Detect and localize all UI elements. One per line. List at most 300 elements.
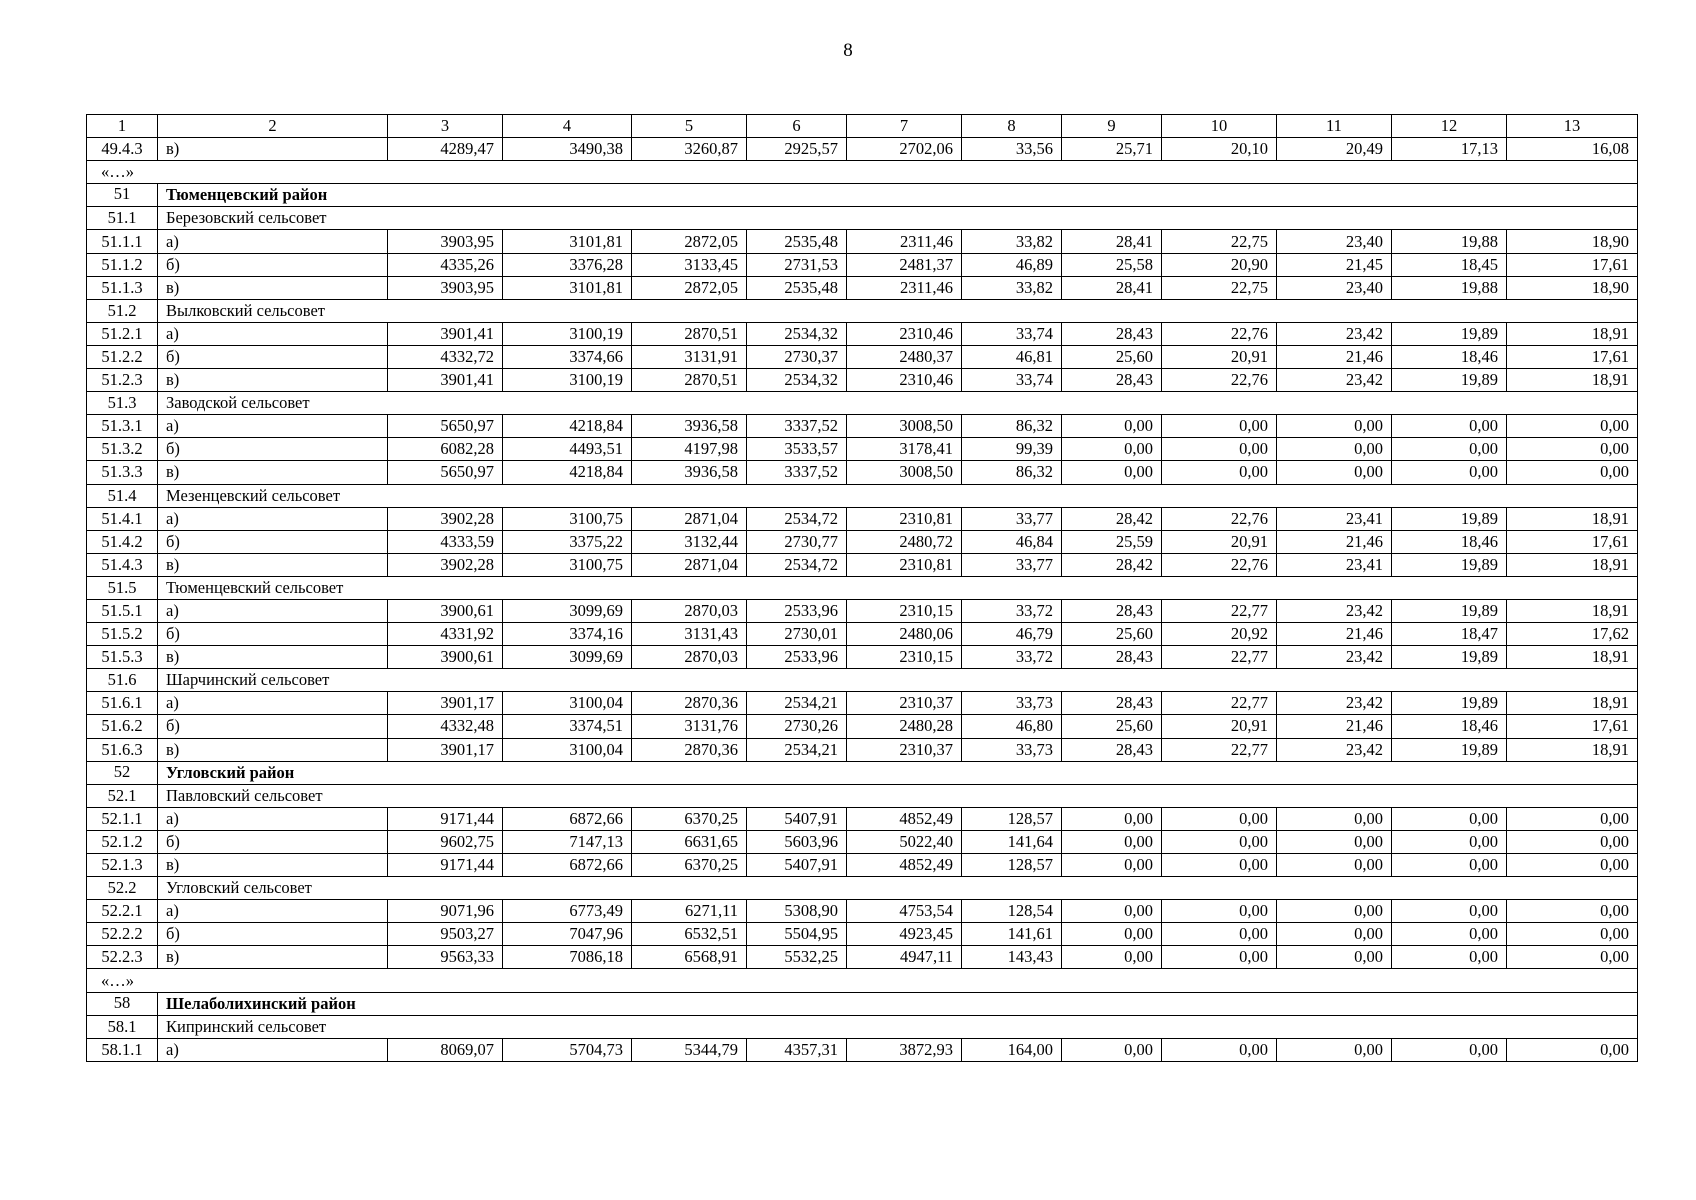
value-cell: 2872,05 [632, 230, 747, 253]
row-option: а) [158, 415, 388, 438]
value-cell: 0,00 [1507, 830, 1638, 853]
value-cell: 0,00 [1162, 438, 1277, 461]
value-cell: 6773,49 [503, 900, 632, 923]
value-cell: 20,91 [1162, 530, 1277, 553]
column-header: 11 [1277, 115, 1392, 138]
value-cell: 22,77 [1162, 646, 1277, 669]
row-number: 51.1.1 [87, 230, 158, 253]
value-cell: 3337,52 [747, 415, 847, 438]
value-cell: 21,46 [1277, 530, 1392, 553]
value-cell: 21,46 [1277, 345, 1392, 368]
value-cell: 141,64 [962, 830, 1062, 853]
value-cell: 4218,84 [503, 415, 632, 438]
value-cell: 2533,96 [747, 646, 847, 669]
value-cell: 0,00 [1277, 807, 1392, 830]
table-row [87, 369, 1638, 392]
row-number: 52.2.3 [87, 946, 158, 969]
value-cell: 18,46 [1392, 715, 1507, 738]
column-header: 1 [87, 115, 158, 138]
value-cell: 21,46 [1277, 623, 1392, 646]
value-cell: 0,00 [1162, 900, 1277, 923]
value-cell: 46,80 [962, 715, 1062, 738]
value-cell: 18,91 [1507, 692, 1638, 715]
value-cell: 2730,37 [747, 345, 847, 368]
omission-row [87, 969, 1638, 992]
row-option: в) [158, 946, 388, 969]
value-cell: 22,76 [1162, 507, 1277, 530]
value-cell: 2870,03 [632, 646, 747, 669]
row-option: б) [158, 345, 388, 368]
column-header: 8 [962, 115, 1062, 138]
table-row [87, 946, 1638, 969]
value-cell: 3132,44 [632, 530, 747, 553]
value-cell: 4753,54 [847, 900, 962, 923]
district-row [87, 992, 1638, 1015]
value-cell: 33,72 [962, 646, 1062, 669]
row-option: а) [158, 230, 388, 253]
row-option: в) [158, 553, 388, 576]
table-row [87, 900, 1638, 923]
row-option: б) [158, 830, 388, 853]
value-cell: 18,91 [1507, 553, 1638, 576]
value-cell: 2534,72 [747, 507, 847, 530]
value-cell: 3131,91 [632, 345, 747, 368]
value-cell: 5308,90 [747, 900, 847, 923]
council-name: Павловский сельсовет [158, 784, 1638, 807]
row-number: 51.5 [87, 576, 158, 599]
value-cell: 28,43 [1062, 599, 1162, 622]
column-header: 6 [747, 115, 847, 138]
value-cell: 33,73 [962, 692, 1062, 715]
value-cell: 19,89 [1392, 369, 1507, 392]
header-row [87, 115, 1638, 138]
district-row [87, 761, 1638, 784]
row-number: 51.2.2 [87, 345, 158, 368]
column-header: 3 [388, 115, 503, 138]
value-cell: 2730,01 [747, 623, 847, 646]
table-row [87, 253, 1638, 276]
value-cell: 25,60 [1062, 623, 1162, 646]
value-cell: 22,75 [1162, 276, 1277, 299]
row-option: б) [158, 438, 388, 461]
value-cell: 0,00 [1507, 415, 1638, 438]
value-cell: 22,77 [1162, 738, 1277, 761]
row-number: 51.5.2 [87, 623, 158, 646]
value-cell: 2870,03 [632, 599, 747, 622]
row-option: б) [158, 530, 388, 553]
value-cell: 4357,31 [747, 1038, 847, 1061]
value-cell: 23,41 [1277, 553, 1392, 576]
value-cell: 0,00 [1062, 438, 1162, 461]
row-option: в) [158, 369, 388, 392]
value-cell: 0,00 [1277, 438, 1392, 461]
value-cell: 86,32 [962, 461, 1062, 484]
value-cell: 22,76 [1162, 369, 1277, 392]
row-number: 58.1 [87, 1015, 158, 1038]
row-option: в) [158, 738, 388, 761]
value-cell: 2311,46 [847, 276, 962, 299]
row-number: 51.1.2 [87, 253, 158, 276]
value-cell: 0,00 [1162, 461, 1277, 484]
table-row [87, 138, 1638, 161]
value-cell: 0,00 [1277, 461, 1392, 484]
value-cell: 2535,48 [747, 276, 847, 299]
column-header: 12 [1392, 115, 1507, 138]
column-header: 2 [158, 115, 388, 138]
value-cell: 0,00 [1507, 438, 1638, 461]
value-cell: 2480,28 [847, 715, 962, 738]
row-option: б) [158, 923, 388, 946]
value-cell: 2534,72 [747, 553, 847, 576]
row-option: а) [158, 322, 388, 345]
value-cell: 6532,51 [632, 923, 747, 946]
value-cell: 33,77 [962, 553, 1062, 576]
value-cell: 7047,96 [503, 923, 632, 946]
value-cell: 7086,18 [503, 946, 632, 969]
table-row [87, 830, 1638, 853]
value-cell: 86,32 [962, 415, 1062, 438]
value-cell: 0,00 [1162, 1038, 1277, 1061]
value-cell: 3901,17 [388, 692, 503, 715]
value-cell: 9563,33 [388, 946, 503, 969]
omission-row [87, 161, 1638, 184]
value-cell: 17,62 [1507, 623, 1638, 646]
value-cell: 2534,21 [747, 738, 847, 761]
value-cell: 18,91 [1507, 646, 1638, 669]
value-cell: 3936,58 [632, 415, 747, 438]
row-option: а) [158, 507, 388, 530]
value-cell: 25,71 [1062, 138, 1162, 161]
value-cell: 2310,81 [847, 553, 962, 576]
omission-mark: «…» [87, 161, 1638, 184]
council-row [87, 784, 1638, 807]
value-cell: 2702,06 [847, 138, 962, 161]
table-row [87, 438, 1638, 461]
value-cell: 46,81 [962, 345, 1062, 368]
value-cell: 25,60 [1062, 345, 1162, 368]
value-cell: 22,77 [1162, 599, 1277, 622]
column-header: 9 [1062, 115, 1162, 138]
row-number: 52.1.3 [87, 854, 158, 877]
value-cell: 3900,61 [388, 599, 503, 622]
value-cell: 46,84 [962, 530, 1062, 553]
row-number: 52.2 [87, 877, 158, 900]
value-cell: 3901,17 [388, 738, 503, 761]
value-cell: 141,61 [962, 923, 1062, 946]
value-cell: 6370,25 [632, 807, 747, 830]
row-number: 51.1.3 [87, 276, 158, 299]
value-cell: 2310,46 [847, 369, 962, 392]
value-cell: 0,00 [1062, 854, 1162, 877]
value-cell: 17,61 [1507, 345, 1638, 368]
value-cell: 3100,75 [503, 507, 632, 530]
value-cell: 33,72 [962, 599, 1062, 622]
value-cell: 33,74 [962, 369, 1062, 392]
value-cell: 4332,72 [388, 345, 503, 368]
value-cell: 0,00 [1062, 830, 1162, 853]
value-cell: 25,59 [1062, 530, 1162, 553]
column-header: 5 [632, 115, 747, 138]
value-cell: 5022,40 [847, 830, 962, 853]
table-row [87, 345, 1638, 368]
council-row [87, 484, 1638, 507]
council-row [87, 1015, 1638, 1038]
value-cell: 6370,25 [632, 854, 747, 877]
value-cell: 0,00 [1507, 1038, 1638, 1061]
row-number: 51.3.2 [87, 438, 158, 461]
value-cell: 3374,66 [503, 345, 632, 368]
value-cell: 5504,95 [747, 923, 847, 946]
value-cell: 0,00 [1507, 923, 1638, 946]
row-number: 51.6.2 [87, 715, 158, 738]
value-cell: 18,91 [1507, 369, 1638, 392]
table-row [87, 854, 1638, 877]
district-name: Тюменцевский район [158, 184, 1638, 207]
value-cell: 28,42 [1062, 507, 1162, 530]
council-row [87, 299, 1638, 322]
council-name: Вылковский сельсовет [158, 299, 1638, 322]
value-cell: 3101,81 [503, 276, 632, 299]
row-number: 52.2.2 [87, 923, 158, 946]
value-cell: 0,00 [1392, 461, 1507, 484]
value-cell: 3133,45 [632, 253, 747, 276]
value-cell: 3008,50 [847, 461, 962, 484]
value-cell: 3375,22 [503, 530, 632, 553]
value-cell: 0,00 [1277, 830, 1392, 853]
value-cell: 46,89 [962, 253, 1062, 276]
council-row [87, 392, 1638, 415]
value-cell: 3901,41 [388, 369, 503, 392]
value-cell: 18,90 [1507, 230, 1638, 253]
value-cell: 2870,36 [632, 692, 747, 715]
row-number: 51.2 [87, 299, 158, 322]
value-cell: 0,00 [1277, 946, 1392, 969]
value-cell: 46,79 [962, 623, 1062, 646]
row-number: 58 [87, 992, 158, 1015]
value-cell: 19,89 [1392, 738, 1507, 761]
value-cell: 28,42 [1062, 553, 1162, 576]
value-cell: 2534,21 [747, 692, 847, 715]
value-cell: 0,00 [1392, 946, 1507, 969]
value-cell: 3902,28 [388, 507, 503, 530]
table-row [87, 1038, 1638, 1061]
table-row [87, 692, 1638, 715]
value-cell: 33,82 [962, 276, 1062, 299]
district-row [87, 184, 1638, 207]
value-cell: 20,91 [1162, 345, 1277, 368]
value-cell: 2310,37 [847, 692, 962, 715]
value-cell: 4289,47 [388, 138, 503, 161]
council-row [87, 669, 1638, 692]
table-row [87, 461, 1638, 484]
value-cell: 128,57 [962, 854, 1062, 877]
value-cell: 28,43 [1062, 369, 1162, 392]
row-number: 51.3.3 [87, 461, 158, 484]
value-cell: 2480,72 [847, 530, 962, 553]
row-number: 51 [87, 184, 158, 207]
page-number: 8 [843, 40, 853, 61]
value-cell: 2310,46 [847, 322, 962, 345]
value-cell: 17,61 [1507, 253, 1638, 276]
value-cell: 3099,69 [503, 599, 632, 622]
value-cell: 23,42 [1277, 322, 1392, 345]
row-option: а) [158, 807, 388, 830]
value-cell: 2480,06 [847, 623, 962, 646]
row-option: б) [158, 623, 388, 646]
value-cell: 21,45 [1277, 253, 1392, 276]
value-cell: 0,00 [1062, 900, 1162, 923]
row-number: 51.5.3 [87, 646, 158, 669]
value-cell: 25,58 [1062, 253, 1162, 276]
value-cell: 99,39 [962, 438, 1062, 461]
value-cell: 0,00 [1277, 415, 1392, 438]
value-cell: 17,13 [1392, 138, 1507, 161]
value-cell: 19,89 [1392, 507, 1507, 530]
value-cell: 21,46 [1277, 715, 1392, 738]
row-number: 51.4.1 [87, 507, 158, 530]
row-option: а) [158, 1038, 388, 1061]
value-cell: 19,89 [1392, 599, 1507, 622]
row-number: 51.4.2 [87, 530, 158, 553]
value-cell: 9503,27 [388, 923, 503, 946]
value-cell: 3374,16 [503, 623, 632, 646]
value-cell: 20,90 [1162, 253, 1277, 276]
value-cell: 22,76 [1162, 553, 1277, 576]
value-cell: 25,60 [1062, 715, 1162, 738]
value-cell: 2870,51 [632, 369, 747, 392]
value-cell: 3100,75 [503, 553, 632, 576]
value-cell: 4852,49 [847, 854, 962, 877]
value-cell: 18,46 [1392, 530, 1507, 553]
column-header: 7 [847, 115, 962, 138]
row-number: 52.1.2 [87, 830, 158, 853]
value-cell: 9071,96 [388, 900, 503, 923]
value-cell: 18,46 [1392, 345, 1507, 368]
value-cell: 2310,15 [847, 599, 962, 622]
value-cell: 3008,50 [847, 415, 962, 438]
value-cell: 28,43 [1062, 692, 1162, 715]
value-cell: 0,00 [1162, 807, 1277, 830]
value-cell: 19,88 [1392, 276, 1507, 299]
value-cell: 6872,66 [503, 854, 632, 877]
value-cell: 23,42 [1277, 599, 1392, 622]
value-cell: 128,57 [962, 807, 1062, 830]
value-cell: 28,43 [1062, 646, 1162, 669]
value-cell: 0,00 [1162, 830, 1277, 853]
value-cell: 0,00 [1162, 415, 1277, 438]
value-cell: 0,00 [1392, 807, 1507, 830]
value-cell: 4947,11 [847, 946, 962, 969]
value-cell: 6271,11 [632, 900, 747, 923]
council-name: Угловский сельсовет [158, 877, 1638, 900]
value-cell: 22,75 [1162, 230, 1277, 253]
value-cell: 9171,44 [388, 807, 503, 830]
value-cell: 0,00 [1162, 946, 1277, 969]
row-number: 51.5.1 [87, 599, 158, 622]
value-cell: 33,56 [962, 138, 1062, 161]
row-number: 51.3 [87, 392, 158, 415]
value-cell: 0,00 [1062, 1038, 1162, 1061]
value-cell: 5344,79 [632, 1038, 747, 1061]
value-cell: 22,77 [1162, 692, 1277, 715]
value-cell: 2535,48 [747, 230, 847, 253]
row-option: в) [158, 276, 388, 299]
value-cell: 0,00 [1507, 900, 1638, 923]
row-number: 58.1.1 [87, 1038, 158, 1061]
value-cell: 16,08 [1507, 138, 1638, 161]
value-cell: 3902,28 [388, 553, 503, 576]
row-option: б) [158, 253, 388, 276]
value-cell: 18,90 [1507, 276, 1638, 299]
value-cell: 4197,98 [632, 438, 747, 461]
value-cell: 8069,07 [388, 1038, 503, 1061]
value-cell: 2534,32 [747, 322, 847, 345]
value-cell: 3903,95 [388, 276, 503, 299]
value-cell: 20,91 [1162, 715, 1277, 738]
value-cell: 0,00 [1277, 923, 1392, 946]
value-cell: 19,89 [1392, 553, 1507, 576]
value-cell: 0,00 [1507, 461, 1638, 484]
value-cell: 4333,59 [388, 530, 503, 553]
value-cell: 5650,97 [388, 461, 503, 484]
row-number: 52.1 [87, 784, 158, 807]
row-number: 51.4 [87, 484, 158, 507]
value-cell: 0,00 [1277, 900, 1392, 923]
value-cell: 0,00 [1392, 923, 1507, 946]
value-cell: 0,00 [1062, 946, 1162, 969]
council-row [87, 877, 1638, 900]
row-option: а) [158, 599, 388, 622]
value-cell: 2871,04 [632, 507, 747, 530]
value-cell: 19,89 [1392, 322, 1507, 345]
value-cell: 4331,92 [388, 623, 503, 646]
value-cell: 18,45 [1392, 253, 1507, 276]
value-cell: 4332,48 [388, 715, 503, 738]
table-row [87, 923, 1638, 946]
value-cell: 19,88 [1392, 230, 1507, 253]
council-name: Березовский сельсовет [158, 207, 1638, 230]
value-cell: 2534,32 [747, 369, 847, 392]
row-number: 51.4.3 [87, 553, 158, 576]
value-cell: 6082,28 [388, 438, 503, 461]
value-cell: 3260,87 [632, 138, 747, 161]
value-cell: 164,00 [962, 1038, 1062, 1061]
value-cell: 23,41 [1277, 507, 1392, 530]
row-number: 51.6.3 [87, 738, 158, 761]
table-row [87, 807, 1638, 830]
row-number: 52 [87, 761, 158, 784]
column-header: 4 [503, 115, 632, 138]
row-number: 52.1.1 [87, 807, 158, 830]
value-cell: 3936,58 [632, 461, 747, 484]
value-cell: 0,00 [1062, 415, 1162, 438]
value-cell: 5407,91 [747, 854, 847, 877]
value-cell: 2871,04 [632, 553, 747, 576]
value-cell: 28,41 [1062, 230, 1162, 253]
council-name: Мезенцевский сельсовет [158, 484, 1638, 507]
row-option: в) [158, 854, 388, 877]
council-row [87, 576, 1638, 599]
value-cell: 20,10 [1162, 138, 1277, 161]
row-number: 51.1 [87, 207, 158, 230]
value-cell: 2481,37 [847, 253, 962, 276]
value-cell: 0,00 [1277, 854, 1392, 877]
row-option: в) [158, 646, 388, 669]
table-row [87, 530, 1638, 553]
row-number: 51.6 [87, 669, 158, 692]
value-cell: 7147,13 [503, 830, 632, 853]
omission-mark: «…» [87, 969, 1638, 992]
